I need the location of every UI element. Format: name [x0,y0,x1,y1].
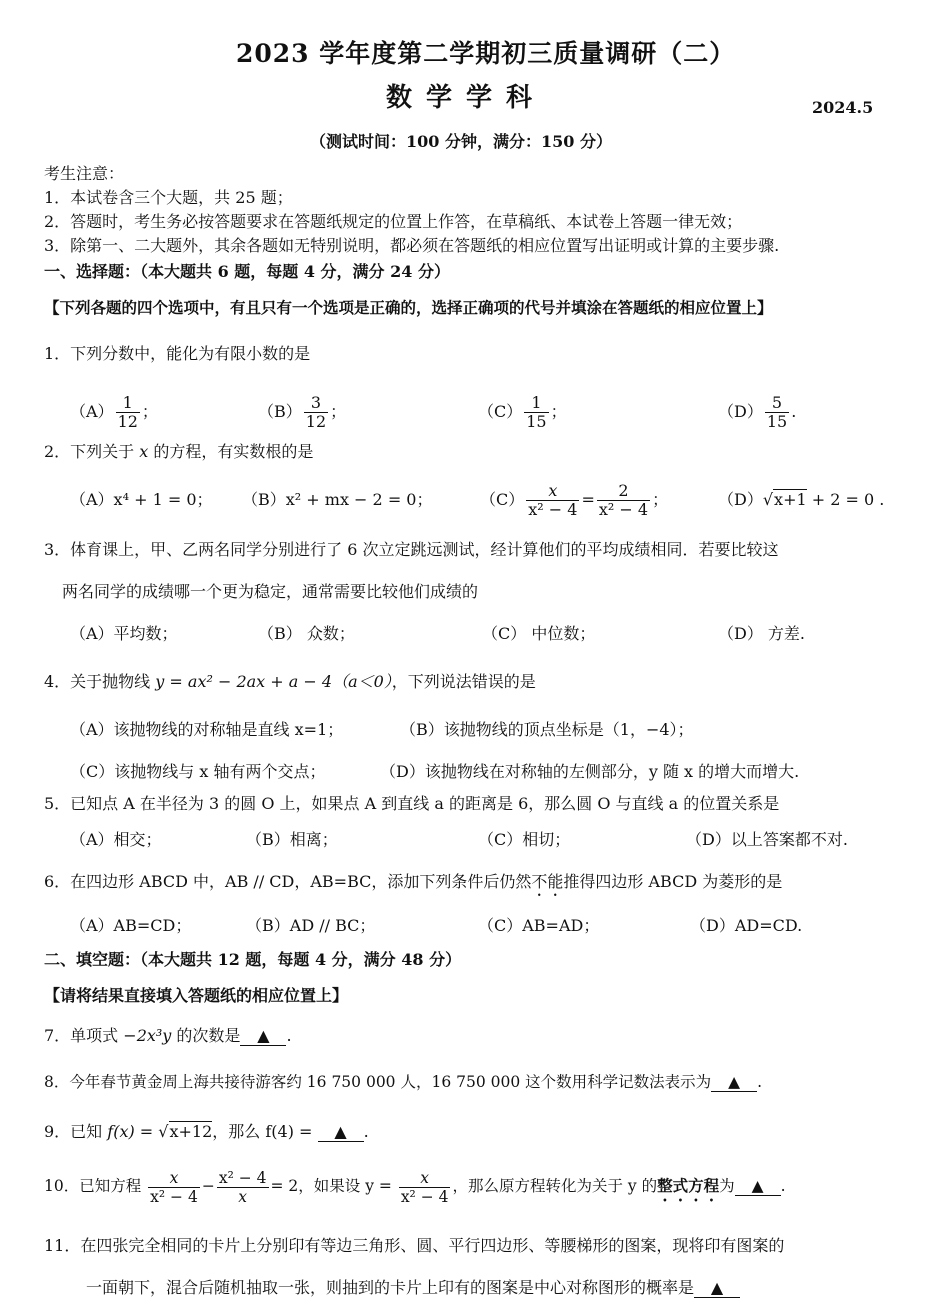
q6-option-b: （B）AD // BC； [246,916,376,935]
notice-item-3: 3．除第一、二大题外，其余各题如无特别说明，都必须在答题纸的相应位置写出证明或计算的主要步骤. [44,236,780,255]
q1-stem: 1．下列分数中，能化为有限小数的是 [44,344,311,363]
exam-title: 2023 学年度第二学期初三质量调研（二） [236,39,736,68]
q5-option-b: （B）相离； [246,830,338,849]
q3-stem-line1: 3．体育课上，甲、乙两名同学分别进行了 6 次立定跳远测试，经计算他们的平均成绩相同．若要比较这 [44,540,779,559]
q9-stem: 9．已知 f(x) = √x+12，那么 f(4) = ▲ . [44,1122,369,1141]
section2-heading: 二、填空题：（本大题共 12 题，每题 4 分，满分 48 分） [44,950,462,969]
q4-option-b: （B）该抛物线的顶点坐标是（1，−4）； [400,720,694,739]
notice-item-1: 1．本试卷含三个大题，共 25 题； [44,188,293,207]
q1-option-d: （D） $\frac{5}{15}$ . [718,393,797,431]
q10-stem: 10．已知方程 $\frac{x}{\text{x² − 4}}$ − $\frac{\text{x² − 4}}{x}$ = 2，如果设 y = $\frac{x}{\text{x² − 4}}$ ，那么原方程转化为关于 y 的整式方程为 ▲ . [44,1168,786,1206]
q1-option-a: （A） $\frac{1}{12}$ ； [70,393,158,431]
time-info: （测试时间：100 分钟，满分：150 分） [310,132,612,151]
q2-stem: 2．下列关于 x 的方程，有实数根的是 [44,442,314,461]
answer-blank: ▲ [735,1177,781,1196]
q6-option-a: （A）AB=CD； [70,916,192,935]
q11-stem-line1: 11．在四张完全相同的卡片上分别印有等边三角形、圆、平行四边形、等腰梯形的图案，现将印有图案的 [44,1236,785,1255]
exam-date: 2024.5 [812,98,874,117]
notice-item-2: 2．答题时，考生务必按答题要求在答题纸规定的位置上作答，在草稿纸、本试卷上答题一律无效； [44,212,743,231]
q3-stem-line2: 两名同学的成绩哪一个更为稳定，通常需要比较他们成绩的 [62,582,479,601]
answer-blank: ▲ [711,1073,757,1092]
q6-option-c: （C）AB=AD； [478,916,600,935]
subject-title: 数学学科 [386,83,547,113]
q4-option-a: （A）该抛物线的对称轴是直线 x=1； [70,720,344,739]
q5-stem: 5．已知点 A 在半径为 3 的圆 O 上，如果点 A 到直线 a 的距离是 6，那么圆 O 与直线 a 的位置关系是 [44,794,780,813]
q11-stem-line2: 一面朝下，混合后随机抽取一张，则抽到的卡片上印有的图案是中心对称图形的概率是 ▲ [86,1278,740,1298]
section1-instruction: 【下列各题的四个选项中，有且只有一个选项是正确的，选择正确项的代号并填涂在答题纸的相应位置上】 [44,298,773,317]
q2-option-c: （C） $\frac{x}{\text{x² − 4}}$ = $\frac{2}{\text{x² − 4}}$ ； [480,481,669,519]
q6-stem: 6．在四边形 ABCD 中，AB // CD，AB=BC，添加下列条件后仍然不能推得四边形 ABCD 为菱形的是 [44,872,783,891]
section1-heading: 一、选择题：（本大题共 6 题，每题 4 分，满分 24 分） [44,262,450,281]
q8-stem: 8．今年春节黄金周上海共接待游客约 16 750 000 人，16 750 000 这个数用科学记数法表示为 ▲ . [44,1073,763,1091]
q1-option-b: （B） $\frac{3}{12}$ ； [258,393,347,431]
q3-option-b: （B） 众数； [258,624,355,643]
q2-option-a: （A）x⁴ + 1 = 0； [70,490,213,509]
q1-option-c: （C） $\frac{1}{15}$ ； [478,393,567,431]
q4-option-d: （D）该抛物线在对称轴的左侧部分，y 随 x 的增大而增大. [380,762,800,781]
answer-blank: ▲ [694,1279,740,1298]
q7-stem: 7．单项式 −2x³y 的次数是 ▲ . [44,1026,292,1045]
answer-blank: ▲ [318,1123,364,1142]
q2-option-d: （D）√x+1 + 2 = 0 . [718,490,885,509]
q4-option-c: （C）该抛物线与 x 轴有两个交点； [70,762,326,781]
section2-instruction: 【请将结果直接填入答题纸的相应位置上】 [44,986,349,1005]
q3-option-c: （C） 中位数； [482,624,596,643]
answer-blank: ▲ [240,1027,286,1046]
q3-option-d: （D） 方差. [718,624,806,643]
q5-option-d: （D）以上答案都不对. [686,830,848,849]
q6-option-d: （D）AD=CD. [690,916,803,935]
q3-option-a: （A）平均数； [70,624,178,643]
q4-stem: 4．关于抛物线 y = ax² − 2ax + a − 4（a＜0），下列说法错误的是 [44,672,536,691]
q5-option-a: （A）相交； [70,830,162,849]
q2-option-b: （B）x² + mx − 2 = 0； [242,490,433,509]
q5-option-c: （C）相切； [478,830,571,849]
notice-heading: 考生注意： [44,164,125,183]
